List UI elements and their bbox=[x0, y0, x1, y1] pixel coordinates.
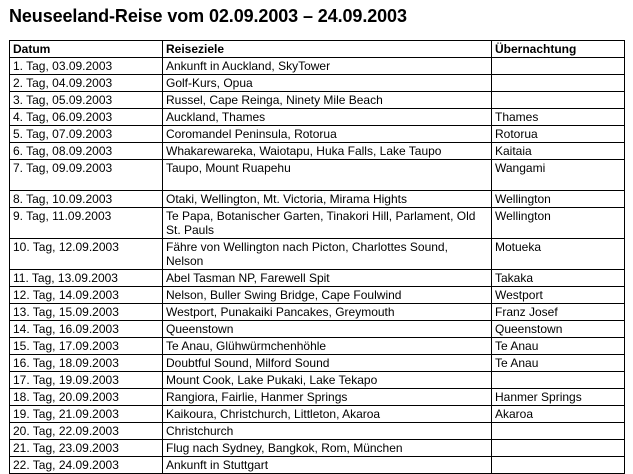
cell-datum: 13. Tag, 15.09.2003 bbox=[10, 304, 163, 321]
cell-reiseziele: Te Papa, Botanischer Garten, Tinakori Hill, Parlament, Old St. Pauls bbox=[163, 208, 492, 239]
table-row bbox=[10, 160, 625, 191]
cell-reiseziele: Coromandel Peninsula, Rotorua bbox=[163, 126, 492, 143]
cell-datum: 15. Tag, 17.09.2003 bbox=[10, 338, 163, 355]
cell-datum: 7. Tag, 09.09.2003 bbox=[10, 160, 163, 191]
header-reiseziele: Reiseziele bbox=[163, 41, 492, 58]
cell-datum: 3. Tag, 05.09.2003 bbox=[10, 92, 163, 109]
cell-datum: 8. Tag, 10.09.2003 bbox=[10, 191, 163, 208]
table-row bbox=[10, 191, 625, 208]
cell-reiseziele: Golf-Kurs, Opua bbox=[163, 75, 492, 92]
cell-datum: 10. Tag, 12.09.2003 bbox=[10, 239, 163, 270]
cell-datum: 9. Tag, 11.09.2003 bbox=[10, 208, 163, 239]
cell-reiseziele: Auckland, Thames bbox=[163, 109, 492, 126]
cell-uebernachtung: Westport bbox=[492, 287, 625, 304]
table-row bbox=[10, 389, 625, 406]
cell-uebernachtung bbox=[492, 440, 625, 457]
table-row bbox=[10, 338, 625, 355]
table-row bbox=[10, 423, 625, 440]
cell-reiseziele: Doubtful Sound, Milford Sound bbox=[163, 355, 492, 372]
cell-uebernachtung: Te Anau bbox=[492, 338, 625, 355]
cell-reiseziele: Nelson, Buller Swing Bridge, Cape Foulwind bbox=[163, 287, 492, 304]
cell-uebernachtung: Kaitaia bbox=[492, 143, 625, 160]
table-row bbox=[10, 208, 625, 239]
cell-reiseziele: Ankunft in Auckland, SkyTower bbox=[163, 58, 492, 75]
table-row bbox=[10, 355, 625, 372]
cell-reiseziele: Abel Tasman NP, Farewell Spit bbox=[163, 270, 492, 287]
cell-datum: 14. Tag, 16.09.2003 bbox=[10, 321, 163, 338]
cell-reiseziele: Russel, Cape Reinga, Ninety Mile Beach bbox=[163, 92, 492, 109]
cell-reiseziele: Taupo, Mount Ruapehu bbox=[163, 160, 492, 191]
table-row bbox=[10, 440, 625, 457]
cell-uebernachtung: Wangami bbox=[492, 160, 625, 191]
table-row bbox=[10, 406, 625, 423]
itinerary-table bbox=[9, 40, 625, 474]
table-row bbox=[10, 239, 625, 270]
cell-reiseziele: Te Anau, Glühwürmchenhöhle bbox=[163, 338, 492, 355]
cell-datum: 6. Tag, 08.09.2003 bbox=[10, 143, 163, 160]
cell-reiseziele: Fähre von Wellington nach Picton, Charlottes Sound, Nelson bbox=[163, 239, 492, 270]
table-row bbox=[10, 457, 625, 474]
cell-datum: 1. Tag, 03.09.2003 bbox=[10, 58, 163, 75]
cell-uebernachtung bbox=[492, 423, 625, 440]
table-row bbox=[10, 270, 625, 287]
cell-uebernachtung: Wellington bbox=[492, 208, 625, 239]
cell-uebernachtung bbox=[492, 92, 625, 109]
cell-uebernachtung: Rotorua bbox=[492, 126, 625, 143]
cell-datum: 22. Tag, 24.09.2003 bbox=[10, 457, 163, 474]
cell-reiseziele: Flug nach Sydney, Bangkok, Rom, München bbox=[163, 440, 492, 457]
header-datum: Datum bbox=[10, 41, 163, 58]
cell-datum: 2. Tag, 04.09.2003 bbox=[10, 75, 163, 92]
cell-uebernachtung: Akaroa bbox=[492, 406, 625, 423]
cell-datum: 21. Tag, 23.09.2003 bbox=[10, 440, 163, 457]
cell-uebernachtung: Te Anau bbox=[492, 355, 625, 372]
page-title: Neuseeland-Reise vom 02.09.2003 – 24.09.2003 bbox=[9, 6, 407, 26]
table-row bbox=[10, 58, 625, 75]
header-uebernachtung: Übernachtung bbox=[492, 41, 625, 58]
cell-reiseziele: Otaki, Wellington, Mt. Victoria, Mirama Hights bbox=[163, 191, 492, 208]
table-row bbox=[10, 372, 625, 389]
cell-datum: 11. Tag, 13.09.2003 bbox=[10, 270, 163, 287]
cell-uebernachtung: Takaka bbox=[492, 270, 625, 287]
cell-reiseziele: Ankunft in Stuttgart bbox=[163, 457, 492, 474]
table-row bbox=[10, 92, 625, 109]
cell-uebernachtung bbox=[492, 75, 625, 92]
cell-reiseziele: Queenstown bbox=[163, 321, 492, 338]
table-row bbox=[10, 143, 625, 160]
table-header-row bbox=[10, 41, 625, 58]
cell-uebernachtung: Hanmer Springs bbox=[492, 389, 625, 406]
cell-uebernachtung: Motueka bbox=[492, 239, 625, 270]
table-row bbox=[10, 304, 625, 321]
cell-datum: 16. Tag, 18.09.2003 bbox=[10, 355, 163, 372]
cell-datum: 19. Tag, 21.09.2003 bbox=[10, 406, 163, 423]
cell-uebernachtung: Thames bbox=[492, 109, 625, 126]
cell-uebernachtung: Wellington bbox=[492, 191, 625, 208]
cell-reiseziele: Mount Cook, Lake Pukaki, Lake Tekapo bbox=[163, 372, 492, 389]
table-row bbox=[10, 75, 625, 92]
cell-reiseziele: Whakarewareka, Waiotapu, Huka Falls, Lake Taupo bbox=[163, 143, 492, 160]
cell-datum: 5. Tag, 07.09.2003 bbox=[10, 126, 163, 143]
cell-reiseziele: Westport, Punakaiki Pancakes, Greymouth bbox=[163, 304, 492, 321]
cell-datum: 20. Tag, 22.09.2003 bbox=[10, 423, 163, 440]
table-row bbox=[10, 109, 625, 126]
cell-uebernachtung: Queenstown bbox=[492, 321, 625, 338]
cell-reiseziele: Rangiora, Fairlie, Hanmer Springs bbox=[163, 389, 492, 406]
cell-uebernachtung: Franz Josef bbox=[492, 304, 625, 321]
table-row bbox=[10, 321, 625, 338]
cell-uebernachtung bbox=[492, 457, 625, 474]
cell-reiseziele: Christchurch bbox=[163, 423, 492, 440]
cell-uebernachtung bbox=[492, 58, 625, 75]
cell-datum: 18. Tag, 20.09.2003 bbox=[10, 389, 163, 406]
cell-datum: 4. Tag, 06.09.2003 bbox=[10, 109, 163, 126]
cell-datum: 12. Tag, 14.09.2003 bbox=[10, 287, 163, 304]
cell-reiseziele: Kaikoura, Christchurch, Littleton, Akaroa bbox=[163, 406, 492, 423]
table-row bbox=[10, 126, 625, 143]
cell-uebernachtung bbox=[492, 372, 625, 389]
table-row bbox=[10, 287, 625, 304]
cell-datum: 17. Tag, 19.09.2003 bbox=[10, 372, 163, 389]
